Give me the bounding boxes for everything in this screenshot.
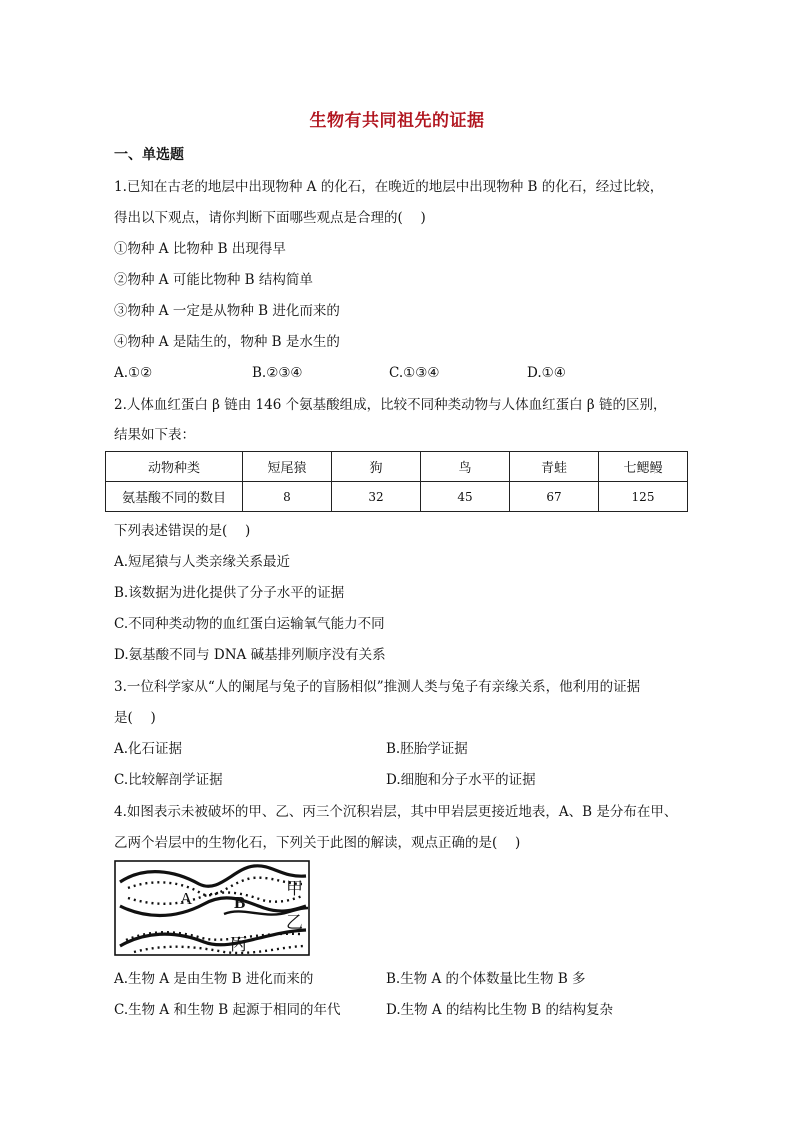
table-row [106,482,688,512]
layer-bing-label: 丙 [230,935,247,954]
table-cell: 氨基酸不同的数目 [106,482,243,512]
q1-stem-line1: 1.已知在古老的地层中出现物种 A 的化石，在晚近的地层中出现物种 B 的化石，经过比较， [114,179,664,195]
q3-option-c: C.比较解剖学证据 [114,772,223,788]
table-cell: 短尾猿 [243,452,332,482]
layer-jia-label: 甲 [286,879,303,898]
page-title: 生物有共同祖先的证据 [309,111,485,131]
q4-option-a: A.生物 A 是由生物 B 进化而来的 [114,971,314,987]
q2-option-b: B.该数据为进化提供了分子水平的证据 [114,585,345,601]
q2-option-d: D.氨基酸不同与 DNA 碱基排列顺序没有关系 [114,647,386,663]
table-cell: 青蛙 [510,452,599,482]
table-cell: 32 [332,482,421,512]
q1-statement-3: ③物种 A 一定是从物种 B 进化而来的 [114,303,340,319]
table-cell: 45 [421,482,510,512]
q4-option-b: B.生物 A 的个体数量比生物 B 多 [386,971,586,987]
table-cell: 动物种类 [106,452,243,482]
q3-stem-line1: 3.一位科学家从“人的阑尾与兔子的盲肠相似”推测人类与兔子有亲缘关系，他利用的证据 [114,679,641,695]
fossil-b-label: B [234,893,246,912]
q1-option-c: C.①③④ [389,365,440,381]
q1-statement-2: ②物种 A 可能比物种 B 结构简单 [114,272,313,288]
q1-stem-line2: 得出以下观点，请你判断下面哪些观点是合理的( ) [114,210,426,226]
amino-acid-table [105,451,688,512]
q2-option-c: C.不同种类动物的血红蛋白运输氧气能力不同 [114,616,385,632]
q1-option-d: D.①④ [527,365,566,381]
q2-stem-line2: 结果如下表： [114,427,195,443]
table-cell: 8 [243,482,332,512]
q3-option-a: A.化石证据 [114,741,183,757]
table-cell: 七鳃鳗 [599,452,688,482]
q1-statement-4: ④物种 A 是陆生的，物种 B 是水生的 [114,334,340,350]
q3-option-d: D.细胞和分子水平的证据 [386,772,536,788]
q3-stem-line2: 是( ) [114,710,156,726]
table-cell: 125 [599,482,688,512]
q3-option-b: B.胚胎学证据 [386,741,468,757]
table-cell: 鸟 [421,452,510,482]
q1-option-b: B.②③④ [252,365,303,381]
q2-ask: 下列表述错误的是( ) [114,523,251,539]
q4-stem-line2: 乙两个岩层中的生物化石，下列关于此图的解读，观点正确的是( ) [114,835,521,851]
q2-stem-line1: 2.人体血红蛋白 β 链由 146 个氨基酸组成，比较不同种类动物与人体血红蛋白 β 链的区别， [114,397,667,413]
q1-statement-1: ①物种 A 比物种 B 出现得早 [114,241,286,257]
fossil-a-label: A [180,889,193,908]
table-cell: 狗 [332,452,421,482]
q1-option-a: A.①② [114,365,153,381]
q4-option-d: D.生物 A 的结构比生物 B 的结构复杂 [386,1002,613,1018]
q4-stem-line1: 4.如图表示未被破坏的甲、乙、丙三个沉积岩层，其中甲岩层更接近地表，A、B 是分布在甲、 [114,804,678,820]
layer-yi-label: 乙 [286,913,303,932]
section-heading: 一、单选题 [114,147,184,163]
q4-option-c: C.生物 A 和生物 B 起源于相同的年代 [114,1002,341,1018]
rock-strata-figure [114,860,310,956]
q2-option-a: A.短尾猿与人类亲缘关系最近 [114,554,291,570]
table-cell: 67 [510,482,599,512]
table-header-row [106,452,688,482]
